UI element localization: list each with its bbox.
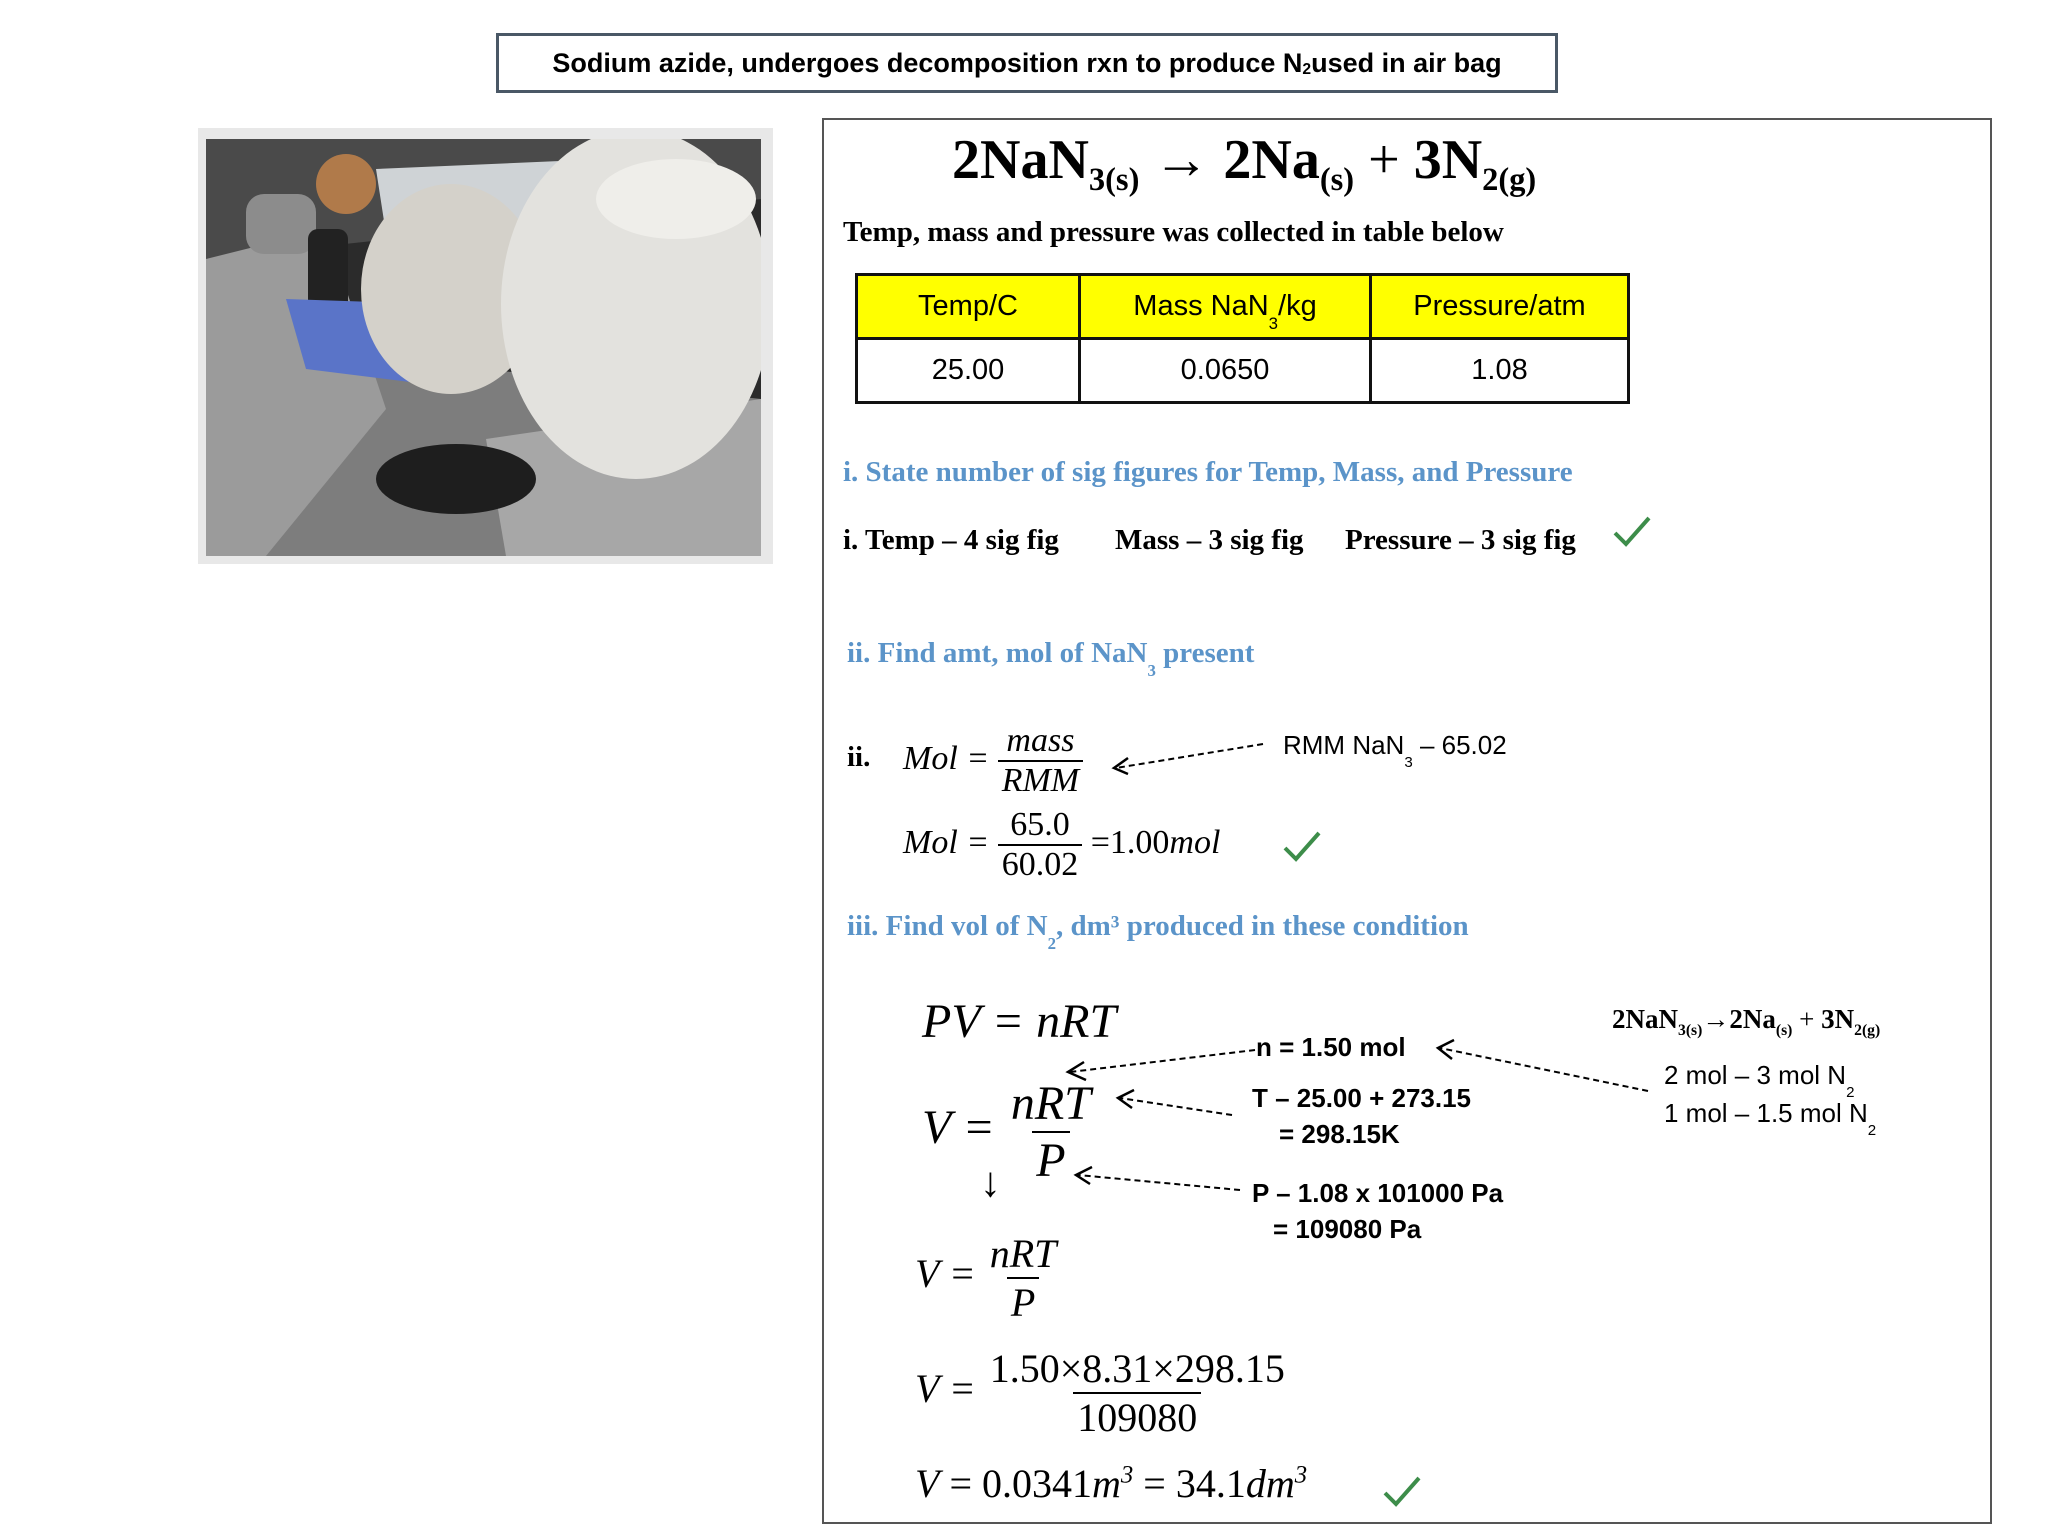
- intro-text: Temp, mass and pressure was collected in table below: [843, 216, 1504, 248]
- n-note: n = 1.50 mol: [1256, 1032, 1406, 1062]
- volume-formula-2: V = $\frac{\text{nRT}}{P}$: [915, 1231, 1057, 1325]
- header-pressure: Pressure/atm: [1371, 275, 1629, 339]
- header-temp: Temp/C: [857, 275, 1080, 339]
- check-icon: [1282, 830, 1322, 864]
- check-icon: [1612, 515, 1652, 549]
- check-icon: [1382, 1475, 1422, 1509]
- mole-ratio-2: 1 mol – 1.5 mol $N_2$: [1664, 1098, 1877, 1139]
- rmm-note: RMM NaN$_3$ – 65.02: [1283, 730, 1507, 771]
- page-title: Sodium azide, undergoes decomposition rxn to produce N $_2$ used in air bag: [496, 33, 1558, 93]
- volume-result: $V = 0.0341m^3 = 34.1dm^3$: [915, 1461, 1308, 1506]
- answer-1-temp: i. Temp – 4 sig fig: [843, 524, 1059, 556]
- arrow-down-icon: ↓: [980, 1158, 1001, 1205]
- ideal-gas-law: PV = nRT: [922, 995, 1117, 1048]
- t-note-1: T – 25.00 + 273.15: [1252, 1083, 1472, 1113]
- header-mass: Mass NaN$_3$/kg: [1080, 275, 1371, 339]
- mol-formula: Mol = $\frac{\text{mass}}{\text{RMM}}$: [903, 722, 1083, 800]
- volume-formula: V = $\frac{\text{nRT}}{P}$: [922, 1077, 1091, 1187]
- data-table: [855, 273, 1630, 404]
- rmm-arrow: [1108, 740, 1268, 776]
- mole-ratio-1: 2 mol – 3 mol $N_2$: [1664, 1060, 1855, 1101]
- answer-1-pressure: Pressure – 3 sig fig: [1345, 524, 1576, 556]
- p-note-1: P – 1.08 x 101000 Pa: [1252, 1178, 1504, 1208]
- question-3: iii. Find vol of $N_2$, dm³ produced in these condition: [847, 910, 1469, 954]
- ratio-arrow: [1430, 1035, 1655, 1095]
- reaction-equation: $2NaN_{3(s)} \to 2Na_{(s)} + 3N_{2(g)}$: [952, 129, 1537, 199]
- side-equation: $2NaN_{3(s)}\to 2Na_{(s)} + 3N_{2(g)}$: [1612, 1004, 1881, 1040]
- airbag-photo: [206, 139, 761, 556]
- mol-calculation: Mol = $\frac{65.0}{60.02}$ =1.00mol: [903, 806, 1221, 883]
- volume-substitution: V = $\frac{1.50\times 8.31\times 298.15}{109080}$: [915, 1346, 1285, 1440]
- answer-1-mass: Mass – 3 sig fig: [1115, 524, 1304, 556]
- question-1: i. State number of sig figures for Temp, Mass, and Pressure: [843, 456, 1573, 488]
- t-note-2: = 298.15K: [1279, 1119, 1400, 1149]
- cell-mass: 0.0650: [1080, 339, 1371, 403]
- cell-pressure: 1.08: [1371, 339, 1629, 403]
- question-2: ii. Find amt, mol of NaN$_3$ present: [847, 637, 1255, 681]
- annotation-arrows: [1060, 1030, 1280, 1210]
- answer-2-label: ii.: [847, 741, 871, 773]
- cell-temp: 25.00: [857, 339, 1080, 403]
- p-note-2: = 109080 Pa: [1273, 1214, 1422, 1244]
